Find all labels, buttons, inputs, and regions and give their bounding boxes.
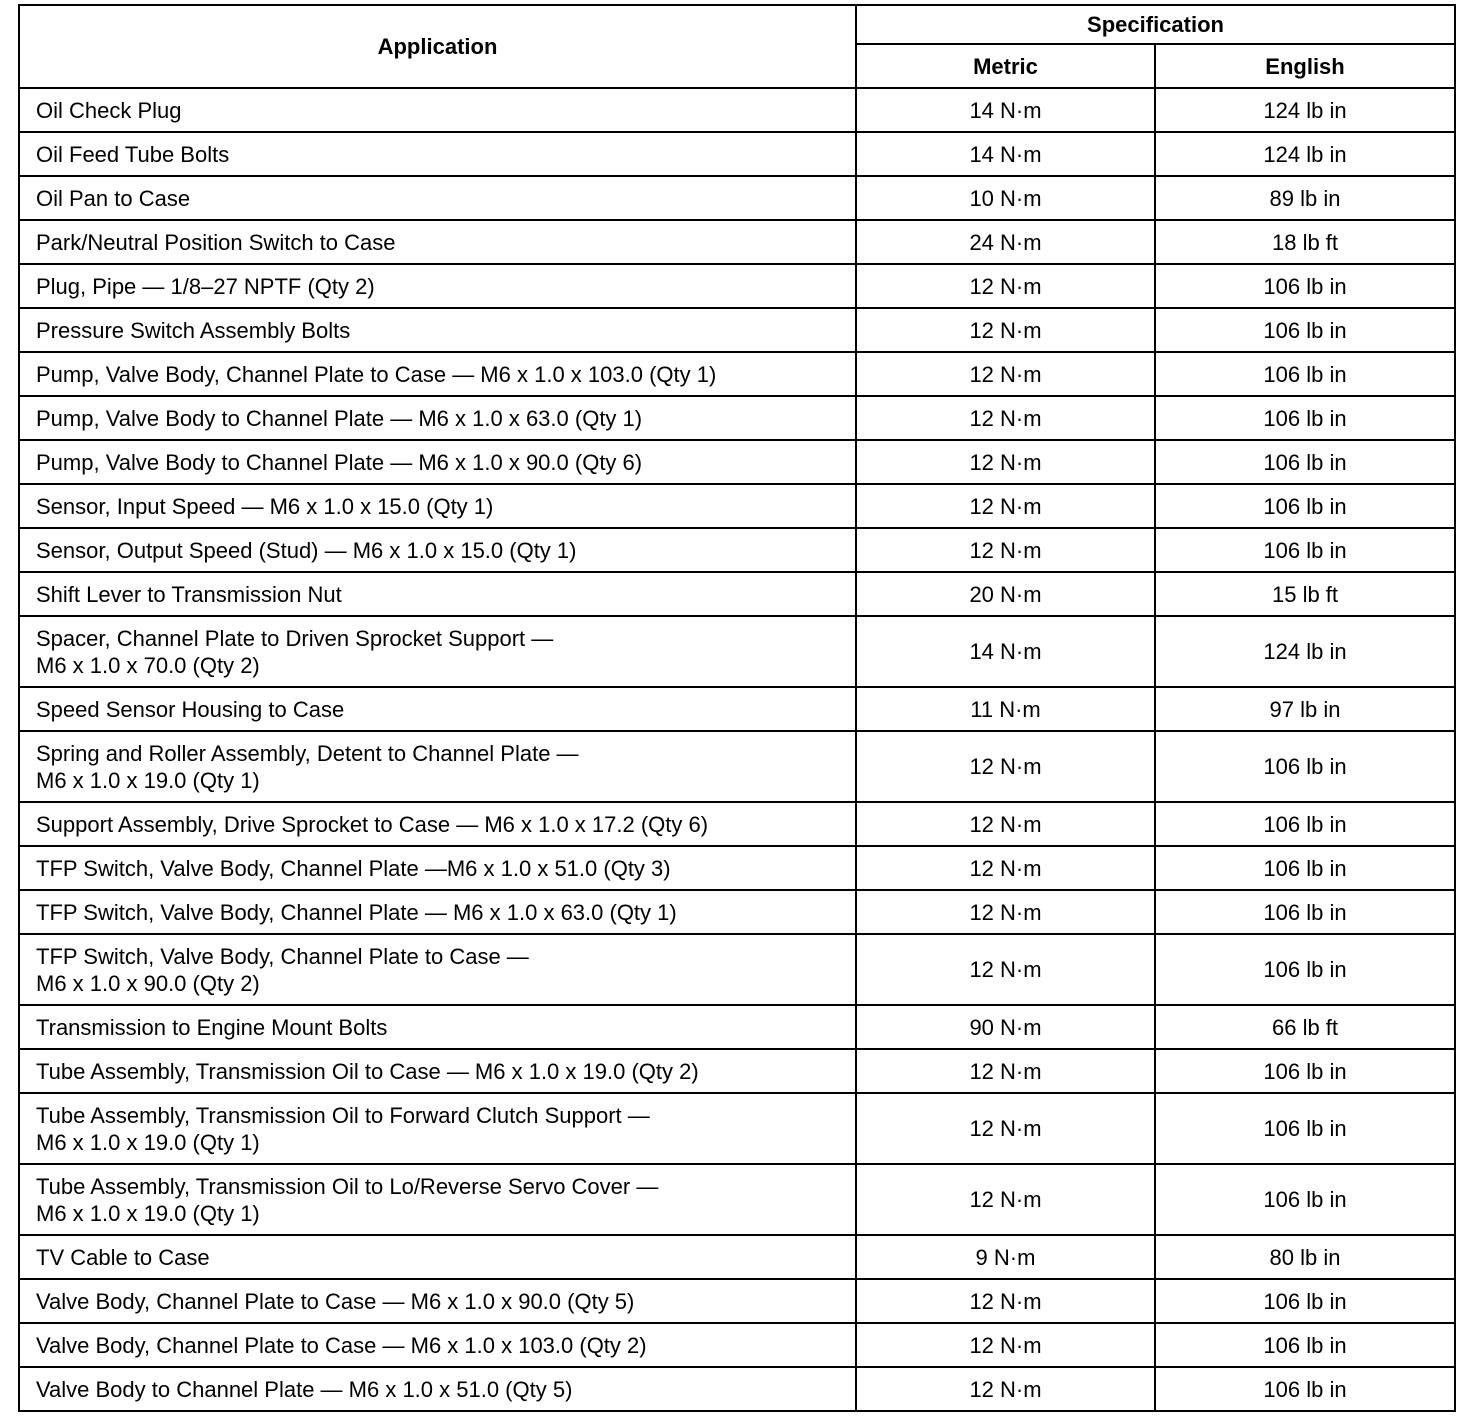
metric-cell: 12 N·m	[856, 1049, 1155, 1093]
metric-cell: 12 N·m	[856, 308, 1155, 352]
english-cell: 106 lb in	[1155, 484, 1455, 528]
table-row	[19, 1049, 1455, 1093]
table-row	[19, 308, 1455, 352]
application-cell	[19, 1279, 856, 1323]
english-cell: 106 lb in	[1155, 731, 1455, 802]
table-row	[19, 616, 1455, 687]
application-text-line: Pressure Switch Assembly Bolts	[36, 317, 351, 343]
english-cell: 106 lb in	[1155, 528, 1455, 572]
application-text-line: Plug, Pipe — 1/8–27 NPTF (Qty 2)	[36, 273, 375, 299]
metric-cell: 12 N·m	[856, 264, 1155, 308]
table-row	[19, 1093, 1455, 1164]
english-cell: 106 lb in	[1155, 1164, 1455, 1235]
application-text-line: TFP Switch, Valve Body, Channel Plate —M6 x 1.0 x 51.0 (Qty 3)	[36, 855, 671, 881]
application-text-line: Transmission to Engine Mount Bolts	[36, 1014, 388, 1040]
english-cell: 124 lb in	[1155, 616, 1455, 687]
metric-cell: 10 N·m	[856, 176, 1155, 220]
english-cell: 106 lb in	[1155, 396, 1455, 440]
english-cell: 124 lb in	[1155, 88, 1455, 132]
table-row	[19, 440, 1455, 484]
application-text-line: Pump, Valve Body to Channel Plate — M6 x 1.0 x 63.0 (Qty 1)	[36, 405, 643, 431]
application-cell	[19, 1164, 856, 1235]
metric-cell: 12 N·m	[856, 1093, 1155, 1164]
application-cell	[19, 731, 856, 802]
application-cell	[19, 1367, 856, 1411]
application-cell	[19, 1005, 856, 1049]
english-cell: 106 lb in	[1155, 1279, 1455, 1323]
metric-cell: 12 N·m	[856, 1279, 1155, 1323]
metric-cell: 12 N·m	[856, 528, 1155, 572]
english-cell: 106 lb in	[1155, 1093, 1455, 1164]
application-text-line: M6 x 1.0 x 70.0 (Qty 2)	[36, 652, 260, 678]
table-row	[19, 528, 1455, 572]
table-row	[19, 890, 1455, 934]
application-cell	[19, 88, 856, 132]
english-cell: 106 lb in	[1155, 1049, 1455, 1093]
application-cell	[19, 132, 856, 176]
metric-cell: 14 N·m	[856, 616, 1155, 687]
table-row	[19, 934, 1455, 1005]
table-row	[19, 88, 1455, 132]
table-row	[19, 176, 1455, 220]
application-cell	[19, 440, 856, 484]
application-text-line: Sensor, Input Speed — M6 x 1.0 x 15.0 (Qty 1)	[36, 493, 494, 519]
application-cell	[19, 1093, 856, 1164]
application-text-line: TV Cable to Case	[36, 1244, 210, 1270]
application-cell	[19, 890, 856, 934]
table-row	[19, 731, 1455, 802]
table-row	[19, 396, 1455, 440]
metric-cell: 12 N·m	[856, 1367, 1155, 1411]
english-cell: 106 lb in	[1155, 934, 1455, 1005]
application-cell	[19, 528, 856, 572]
application-text-line: Valve Body, Channel Plate to Case — M6 x 1.0 x 90.0 (Qty 5)	[36, 1288, 635, 1314]
english-cell: 66 lb ft	[1155, 1005, 1455, 1049]
metric-cell: 14 N·m	[856, 88, 1155, 132]
application-cell	[19, 934, 856, 1005]
table-row	[19, 572, 1455, 616]
table-row	[19, 264, 1455, 308]
application-cell	[19, 572, 856, 616]
application-text-line: Park/Neutral Position Switch to Case	[36, 229, 396, 255]
application-text-line: Speed Sensor Housing to Case	[36, 696, 345, 722]
application-cell	[19, 616, 856, 687]
application-cell	[19, 484, 856, 528]
table-row	[19, 1323, 1455, 1367]
application-cell	[19, 1049, 856, 1093]
table-row	[19, 846, 1455, 890]
application-cell	[19, 176, 856, 220]
english-cell: 106 lb in	[1155, 1367, 1455, 1411]
application-text-line: Oil Pan to Case	[36, 185, 191, 211]
application-text-line: M6 x 1.0 x 19.0 (Qty 1)	[36, 767, 260, 793]
metric-cell: 12 N·m	[856, 934, 1155, 1005]
metric-cell: 9 N·m	[856, 1235, 1155, 1279]
application-text-line: Valve Body, Channel Plate to Case — M6 x 1.0 x 103.0 (Qty 2)	[36, 1332, 647, 1358]
metric-cell: 12 N·m	[856, 396, 1155, 440]
table-row	[19, 1164, 1455, 1235]
torque-spec-table	[18, 4, 1456, 1412]
english-cell: 106 lb in	[1155, 440, 1455, 484]
application-text-line: Support Assembly, Drive Sprocket to Case — M6 x 1.0 x 17.2 (Qty 6)	[36, 811, 709, 837]
table-row	[19, 132, 1455, 176]
table-row	[19, 484, 1455, 528]
english-cell: 18 lb ft	[1155, 220, 1455, 264]
english-cell: 106 lb in	[1155, 308, 1455, 352]
application-text-line: Valve Body to Channel Plate — M6 x 1.0 x 51.0 (Qty 5)	[36, 1376, 573, 1402]
english-cell: 106 lb in	[1155, 1323, 1455, 1367]
metric-cell: 12 N·m	[856, 484, 1155, 528]
table-row	[19, 1235, 1455, 1279]
metric-cell: 24 N·m	[856, 220, 1155, 264]
table-row	[19, 220, 1455, 264]
english-cell: 89 lb in	[1155, 176, 1455, 220]
metric-cell: 12 N·m	[856, 731, 1155, 802]
english-cell: 106 lb in	[1155, 352, 1455, 396]
table-row	[19, 802, 1455, 846]
english-cell: 106 lb in	[1155, 890, 1455, 934]
english-cell: 80 lb in	[1155, 1235, 1455, 1279]
metric-cell: 12 N·m	[856, 352, 1155, 396]
metric-cell: 11 N·m	[856, 687, 1155, 731]
application-cell	[19, 802, 856, 846]
english-cell: 15 lb ft	[1155, 572, 1455, 616]
application-text-line: Tube Assembly, Transmission Oil to Case — M6 x 1.0 x 19.0 (Qty 2)	[36, 1058, 699, 1084]
english-cell: 97 lb in	[1155, 687, 1455, 731]
metric-cell: 12 N·m	[856, 1164, 1155, 1235]
header-metric: Metric	[856, 44, 1155, 88]
application-text-line: Oil Feed Tube Bolts	[36, 141, 230, 167]
table-row	[19, 1367, 1455, 1411]
application-text-line: Pump, Valve Body to Channel Plate — M6 x 1.0 x 90.0 (Qty 6)	[36, 449, 643, 475]
application-cell	[19, 264, 856, 308]
metric-cell: 14 N·m	[856, 132, 1155, 176]
english-cell: 106 lb in	[1155, 264, 1455, 308]
application-text-line: Tube Assembly, Transmission Oil to Forward Clutch Support —	[36, 1102, 650, 1128]
table-row	[19, 352, 1455, 396]
application-cell	[19, 1323, 856, 1367]
application-text-line: Spring and Roller Assembly, Detent to Channel Plate —	[36, 740, 579, 766]
metric-cell: 12 N·m	[856, 846, 1155, 890]
application-text-line: Shift Lever to Transmission Nut	[36, 581, 342, 607]
table-row	[19, 1279, 1455, 1323]
application-cell	[19, 308, 856, 352]
english-cell: 106 lb in	[1155, 846, 1455, 890]
english-cell: 106 lb in	[1155, 802, 1455, 846]
application-cell	[19, 687, 856, 731]
metric-cell: 12 N·m	[856, 1323, 1155, 1367]
application-text-line: Oil Check Plug	[36, 97, 182, 123]
header-english: English	[1155, 44, 1455, 88]
metric-cell: 12 N·m	[856, 890, 1155, 934]
metric-cell: 20 N·m	[856, 572, 1155, 616]
application-cell	[19, 220, 856, 264]
application-text-line: M6 x 1.0 x 90.0 (Qty 2)	[36, 970, 260, 996]
header-specification: Specification	[856, 5, 1455, 44]
english-cell: 124 lb in	[1155, 132, 1455, 176]
application-cell	[19, 396, 856, 440]
metric-cell: 12 N·m	[856, 802, 1155, 846]
application-text-line: M6 x 1.0 x 19.0 (Qty 1)	[36, 1200, 260, 1226]
application-text-line: TFP Switch, Valve Body, Channel Plate — M6 x 1.0 x 63.0 (Qty 1)	[36, 899, 677, 925]
application-cell	[19, 1235, 856, 1279]
application-text-line: Spacer, Channel Plate to Driven Sprocket Support —	[36, 625, 554, 651]
table-body	[19, 88, 1455, 1411]
application-cell	[19, 846, 856, 890]
application-text-line: Pump, Valve Body, Channel Plate to Case — M6 x 1.0 x 103.0 (Qty 1)	[36, 361, 717, 387]
application-cell	[19, 352, 856, 396]
metric-cell: 12 N·m	[856, 440, 1155, 484]
metric-cell: 90 N·m	[856, 1005, 1155, 1049]
table-row	[19, 687, 1455, 731]
application-text-line: TFP Switch, Valve Body, Channel Plate to Case —	[36, 943, 529, 969]
header-application: Application	[19, 5, 856, 88]
application-text-line: M6 x 1.0 x 19.0 (Qty 1)	[36, 1129, 260, 1155]
application-text-line: Sensor, Output Speed (Stud) — M6 x 1.0 x 15.0 (Qty 1)	[36, 537, 577, 563]
application-text-line: Tube Assembly, Transmission Oil to Lo/Reverse Servo Cover —	[36, 1173, 659, 1199]
table-row	[19, 1005, 1455, 1049]
